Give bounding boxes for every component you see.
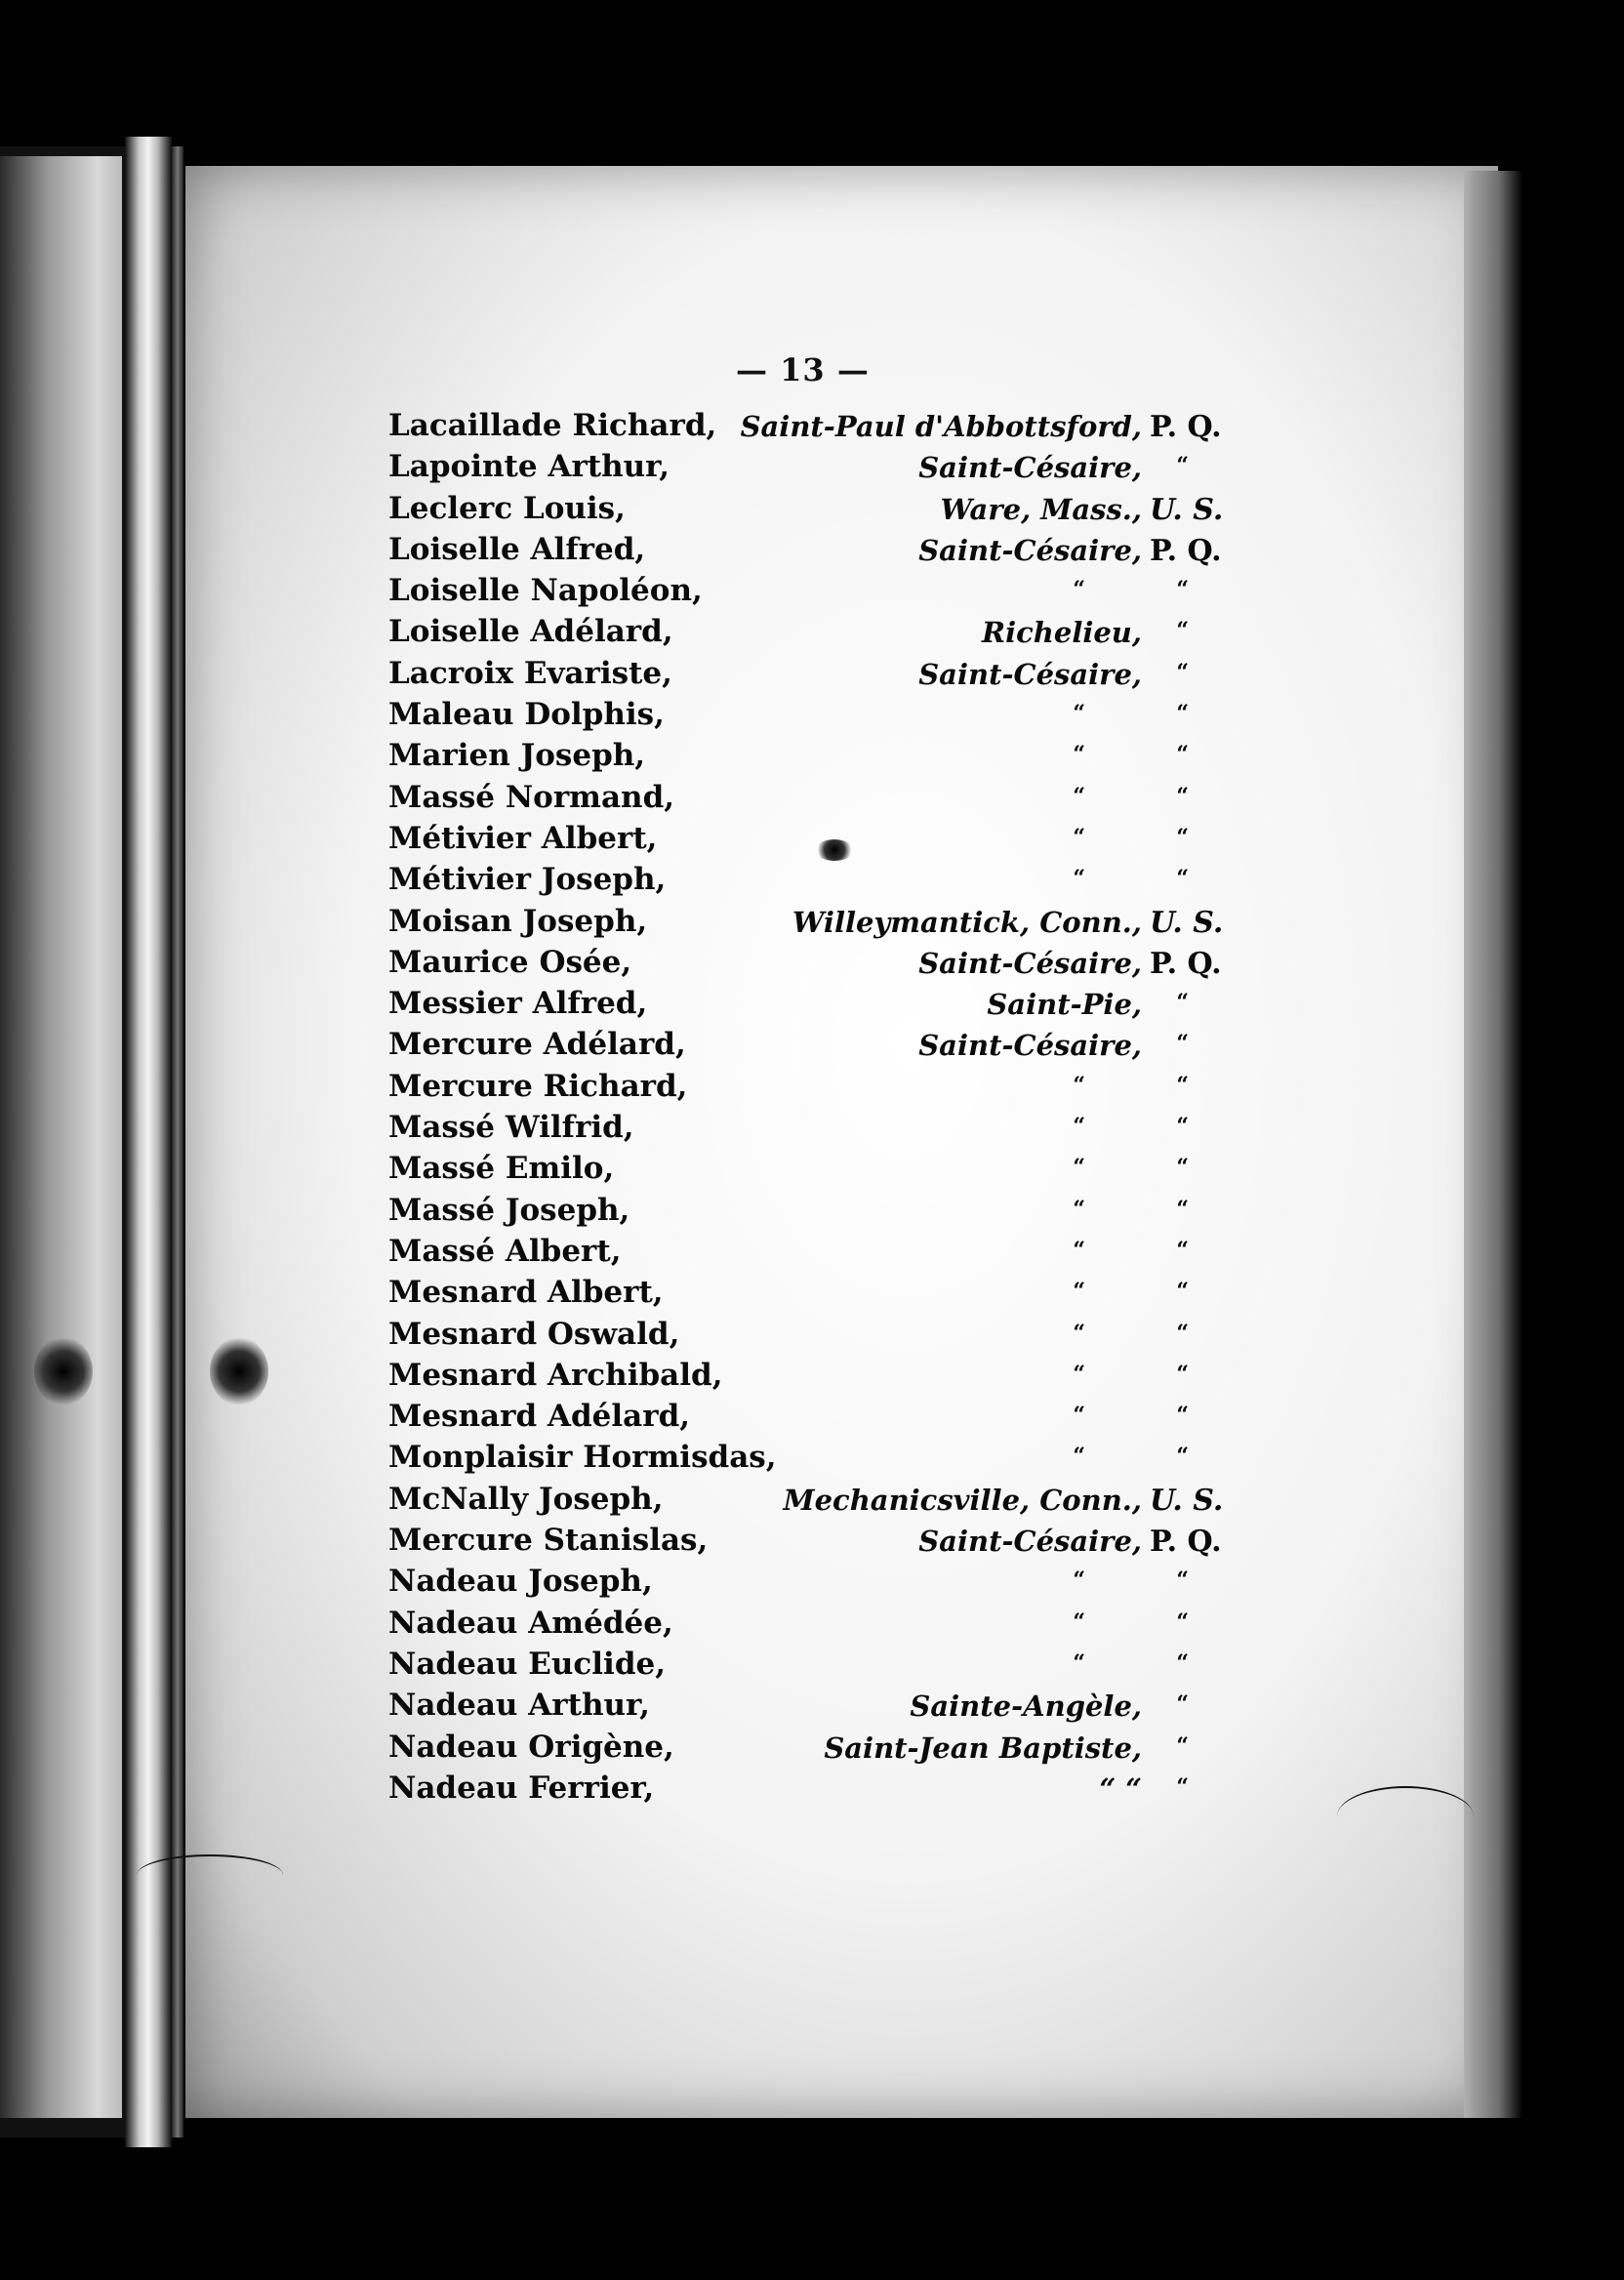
entry-name: Lacaillade Richard, <box>388 408 717 443</box>
entry-name: Marien Joseph, <box>388 738 646 774</box>
entry-place: “ <box>1073 1649 1085 1676</box>
entry-name: McNally Joseph, <box>388 1481 664 1517</box>
entry-name: Massé Emilo, <box>388 1151 615 1187</box>
entry-name: Monplaisir Hormisdas, <box>388 1440 777 1476</box>
entry-place: “ <box>1073 1320 1085 1346</box>
list-item <box>388 1440 1228 1481</box>
entry-region: “ <box>1176 1320 1189 1346</box>
entry-name: Nadeau Ferrier, <box>388 1770 655 1806</box>
entry-region: U. S. <box>1150 1483 1224 1518</box>
entry-name: Métivier Albert, <box>388 820 658 856</box>
entry-region: “ <box>1176 1568 1189 1594</box>
entry-region: P. Q. <box>1150 410 1222 444</box>
entry-region: “ <box>1176 742 1189 768</box>
list-item <box>388 821 1228 862</box>
entry-place: “ <box>1073 1403 1085 1429</box>
entry-place: Saint-Césaire, <box>918 657 1142 691</box>
entry-place: “ <box>1073 1237 1085 1263</box>
entry-place: Sainte-Angèle, <box>910 1690 1142 1724</box>
entry-place: “ <box>1073 1279 1085 1305</box>
entry-name: Lapointe Arthur, <box>388 449 670 485</box>
list-item <box>388 1647 1228 1688</box>
entry-name: Loiselle Napoléon, <box>388 573 703 609</box>
entry-place: “ <box>1073 1196 1085 1222</box>
entry-name: Nadeau Euclide, <box>388 1646 667 1682</box>
list-item <box>388 1275 1228 1316</box>
entry-place: Saint-Jean Baptiste, <box>824 1730 1142 1765</box>
list-item <box>388 1151 1228 1192</box>
list-item <box>388 449 1228 490</box>
list-item <box>388 697 1228 738</box>
list-item <box>388 986 1228 1027</box>
left-facing-page <box>0 156 122 2118</box>
entry-region: “ <box>1176 1196 1189 1222</box>
entry-place: “ <box>1073 1155 1085 1181</box>
entry-name: Loiselle Alfred, <box>388 531 646 567</box>
entry-region: “ <box>1176 618 1189 644</box>
entry-region: P. Q. <box>1150 533 1222 568</box>
list-item <box>388 1069 1228 1110</box>
entry-name: Moisan Joseph, <box>388 903 648 939</box>
entry-name: Nadeau Origène, <box>388 1729 674 1765</box>
ink-stain <box>210 1337 268 1405</box>
entry-place: “ <box>1073 1444 1085 1470</box>
entry-region: “ <box>1176 701 1189 727</box>
entry-region: “ <box>1176 1279 1189 1305</box>
entry-place: Saint-Césaire, <box>918 1525 1142 1559</box>
entry-name: Lacroix Evariste, <box>388 655 672 691</box>
entry-name: Mercure Richard, <box>388 1068 688 1104</box>
list-item <box>388 904 1228 945</box>
scratch-mark <box>137 1854 283 1895</box>
entry-region: “ <box>1176 1114 1189 1140</box>
list-item <box>388 1193 1228 1234</box>
entry-region: “ <box>1176 824 1189 850</box>
list-item <box>388 862 1228 903</box>
entry-region: “ <box>1176 1361 1189 1387</box>
entry-place: “ <box>1073 577 1085 603</box>
list-item <box>388 573 1228 614</box>
list-item <box>388 780 1228 821</box>
entry-name: Mesnard Archibald, <box>388 1357 723 1393</box>
entry-place: “ <box>1073 824 1085 850</box>
entry-place: “ <box>1073 742 1085 768</box>
list-item <box>388 1399 1228 1440</box>
entry-region: “ <box>1176 1649 1189 1676</box>
entry-place: “ <box>1073 701 1085 727</box>
entry-place: “ <box>1073 1361 1085 1387</box>
entry-region: U. S. <box>1150 492 1224 527</box>
entry-region: “ <box>1176 1773 1189 1800</box>
entry-place: Willeymantick, Conn., <box>792 905 1142 939</box>
entry-region: “ <box>1176 1732 1189 1759</box>
entry-place: Saint-Pie, <box>987 988 1142 1022</box>
entry-region: U. S. <box>1150 905 1224 940</box>
list-item <box>388 1358 1228 1399</box>
list-item <box>388 491 1228 532</box>
entry-region: “ <box>1176 1444 1189 1470</box>
list-item <box>388 738 1228 779</box>
entry-place: “ <box>1073 1114 1085 1140</box>
entry-region: “ <box>1176 1031 1189 1057</box>
entry-region: “ <box>1176 577 1189 603</box>
entry-region: “ <box>1176 1237 1189 1263</box>
list-item <box>388 656 1228 697</box>
entry-region: “ <box>1176 866 1189 892</box>
entry-region: “ <box>1176 1072 1189 1098</box>
entry-name: Mesnard Adélard, <box>388 1399 691 1435</box>
list-item <box>388 945 1228 986</box>
list-item <box>388 1027 1228 1068</box>
entry-region: “ <box>1176 990 1189 1016</box>
entry-region: “ <box>1176 453 1189 479</box>
binding-line <box>172 146 183 2138</box>
entry-region: “ <box>1176 1155 1189 1181</box>
list-item <box>388 1606 1228 1647</box>
entry-region: “ <box>1176 1691 1189 1718</box>
entry-region: P. Q. <box>1150 1525 1222 1560</box>
entry-name: Mercure Adélard, <box>388 1027 686 1063</box>
entry-name: Massé Joseph, <box>388 1192 630 1228</box>
entry-place: “ <box>1073 1568 1085 1594</box>
entry-name: Métivier Joseph, <box>388 862 667 898</box>
list-item <box>388 614 1228 655</box>
entry-region: “ <box>1176 659 1189 685</box>
entry-name: Nadeau Amédée, <box>388 1605 673 1641</box>
list-item <box>388 408 1228 449</box>
scratch-mark <box>1337 1786 1474 1847</box>
entry-name: Maurice Osée, <box>388 944 632 980</box>
book-gutter <box>125 137 172 2147</box>
entry-name: Massé Normand, <box>388 779 675 815</box>
entry-place: Mechanicsville, Conn., <box>783 1483 1142 1517</box>
entry-name: Mesnard Oswald, <box>388 1316 680 1352</box>
entry-place: Saint-Césaire, <box>918 533 1142 567</box>
page-number: — 13 — <box>736 351 870 388</box>
list-item <box>388 1771 1228 1812</box>
entry-name: Loiselle Adélard, <box>388 614 673 650</box>
entry-place: “ “ <box>1099 1771 1142 1806</box>
ink-stain <box>34 1337 93 1405</box>
entry-name: Nadeau Joseph, <box>388 1564 653 1600</box>
entry-region: “ <box>1176 1608 1189 1635</box>
entry-place: “ <box>1073 783 1085 809</box>
list-item <box>388 1523 1228 1564</box>
entry-name: Massé Albert, <box>388 1233 622 1269</box>
entry-name: Messier Alfred, <box>388 986 648 1022</box>
entry-place: “ <box>1073 1072 1085 1098</box>
entry-place: “ <box>1073 866 1085 892</box>
entry-region: “ <box>1176 783 1189 809</box>
list-item <box>388 1730 1228 1771</box>
entry-list <box>388 408 1228 1812</box>
entry-region: “ <box>1176 1403 1189 1429</box>
list-item <box>388 532 1228 573</box>
entry-name: Mesnard Albert, <box>388 1275 664 1311</box>
list-item <box>388 1234 1228 1275</box>
entry-place: Saint-Paul d'Abbottsford, <box>740 410 1142 443</box>
entry-place: Saint-Césaire, <box>918 451 1142 485</box>
entry-name: Maleau Dolphis, <box>388 697 665 733</box>
entry-name: Nadeau Arthur, <box>388 1688 650 1724</box>
entry-place: Saint-Césaire, <box>918 946 1142 980</box>
list-item <box>388 1564 1228 1605</box>
list-item <box>388 1110 1228 1151</box>
entry-place: Ware, Mass., <box>940 492 1142 526</box>
entry-place: Richelieu, <box>982 616 1142 650</box>
entry-name: Leclerc Louis, <box>388 490 626 526</box>
entry-place: Saint-Césaire, <box>918 1029 1142 1063</box>
entry-region: P. Q. <box>1150 946 1222 981</box>
entry-name: Mercure Stanislas, <box>388 1523 709 1559</box>
list-item <box>388 1317 1228 1358</box>
entry-place: “ <box>1073 1608 1085 1635</box>
page-right-edge <box>1464 171 1522 2118</box>
entry-name: Massé Wilfrid, <box>388 1110 634 1146</box>
list-item <box>388 1688 1228 1729</box>
list-item <box>388 1482 1228 1523</box>
